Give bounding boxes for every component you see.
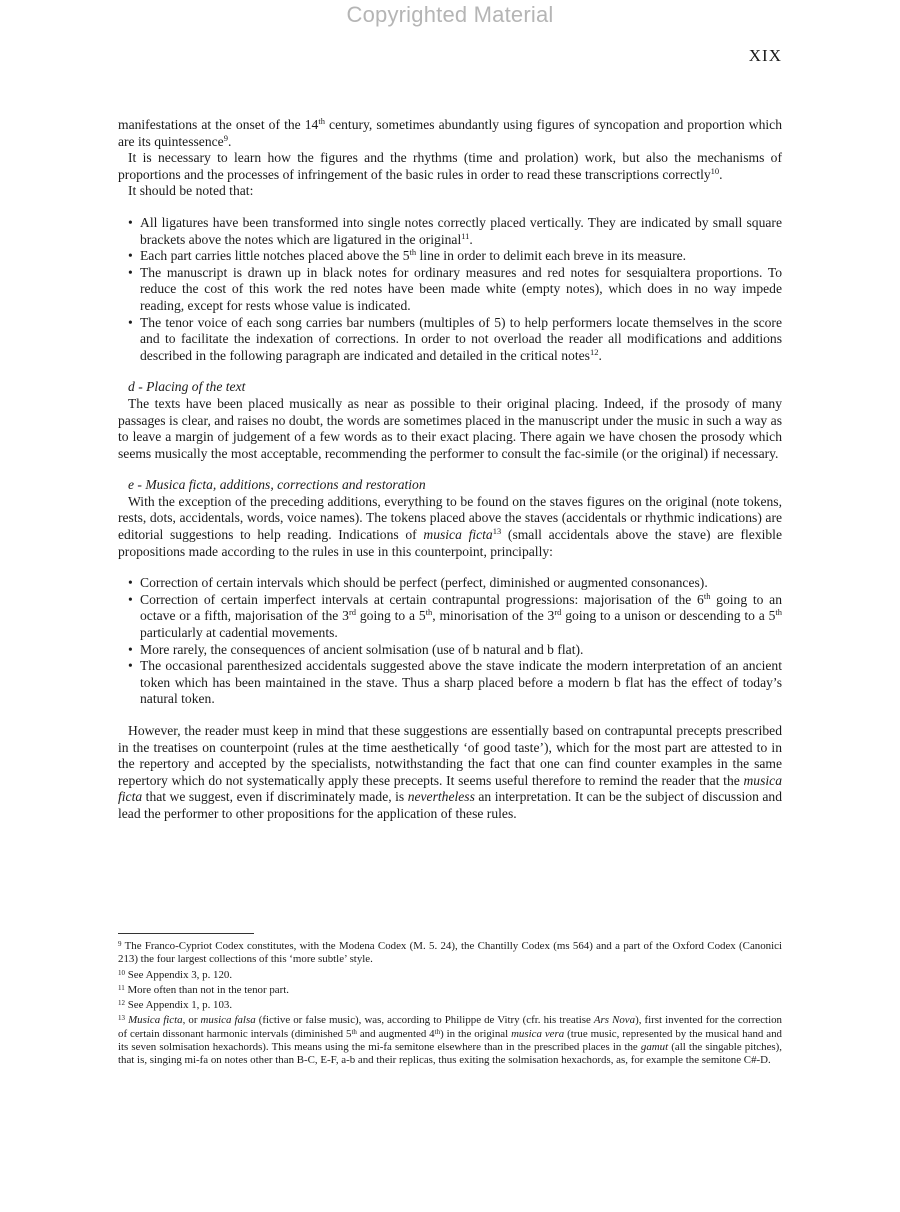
footnote-9: $^9$ The Franco-Cypriot Codex constitutes, with the Modena Codex (M. 5. 24), the Chantilly Codex (ms 564) and a part of the Oxford Codex (Canonici 213) the four largest collections of this ‘more subtle’ style. xyxy=(118,940,782,966)
footnote-10: $^{10}$ See Appendix 3, p. 120. xyxy=(118,968,233,981)
main-text xyxy=(118,117,782,823)
footnote-ref-13[interactable]: 13 xyxy=(492,526,502,537)
copyright-watermark: Copyrighted Material xyxy=(346,2,554,27)
list-item: • Correction of certain imperfect intervals at certain contrapuntal progressions: majorisation of the 6th going to an octave or a fifth, majorisation of the 3rd going to a 5th, minorisation of the 3rd going to a unison or descending to a 5th particularly at cadential movements. xyxy=(118,592,782,642)
notation-notes-list xyxy=(118,215,782,364)
paragraph-learn: It is necessary to learn how the figures and the rhythms (time and prolation) work, but also the mechanisms of proportions and the processes of infringement of the basic rules in order to read these transcriptions correctly$^{10}$. xyxy=(118,150,782,182)
paragraph-placing-text: The texts have been placed musically as near as possible to their original placing. Indeed, if the prosody of many passages is clear, and raises no doubt, the words are sometimes placed in the manuscript under the music in such a way as to leave a margin of judgement of a few words as to their exact placing. There again we have chosen the prosody which seems musically the most acceptable, recommending the performer to consult the fac-simile (or the original) if necessary. xyxy=(118,395,782,461)
footnote-ref-9[interactable]: 9 xyxy=(223,132,228,143)
list-item: • The manuscript is drawn up in black notes for ordinary measures and red notes for sesquialtera proportions. To reduce the cost of this work the red notes have been made white (empty notes), which does in no way impede reading, except for rests whose value is indicated. xyxy=(118,265,782,315)
page-number: XIX xyxy=(748,46,782,65)
list-item: • The occasional parenthesized accidentals suggested above the stave indicate the modern interpretation of an ancient token which has been maintained in the stave. Thus a sharp placed before a modern b flat has the effect of today’s natural token. xyxy=(118,658,782,708)
footnote-ref-11[interactable]: 11 xyxy=(461,230,470,241)
list-item: • The tenor voice of each song carries bar numbers (multiples of 5) to help performers locate themselves in the score and to facilitate the indexation of corrections. In order to not overload the reader all modifications and additions described in the following paragraph are indicated and detailed in the critical notes$^{12}$. xyxy=(118,315,782,365)
list-item: • More rarely, the consequences of ancient solmisation (use of b natural and b flat). xyxy=(118,642,782,659)
footnote-ref-10[interactable]: 10 xyxy=(710,165,720,176)
corrections-list xyxy=(118,575,782,708)
paragraph-noted: It should be noted that: xyxy=(128,183,254,199)
footnotes xyxy=(118,940,782,1070)
paragraph-intro: manifestations at the onset of the 14th century, sometimes abundantly using figures of syncopation and proportion which are its quintessence$^9$. xyxy=(118,116,782,149)
list-item: • Correction of certain intervals which should be perfect (perfect, diminished or augmented consonances). xyxy=(118,575,782,592)
paragraph-however: However, the reader must keep in mind that these suggestions are essentially based on contrapuntal precepts prescribed in the treatises on counterpoint (rules at the time aesthetically ‘of good taste’), which for the most part are attested to in the repertory and accepted by the specialists, notwithstanding the fact that one can find counter examples in the same repertory which do not systematically apply these precepts. It seems useful therefore to remind the reader that the musica ficta that we suggest, even if discriminately made, is nevertheless an interpretation. It can be the subject of discussion and lead the performer to other propositions for the application of these rules. xyxy=(118,723,782,821)
list-item: • All ligatures have been transformed into single notes correctly placed vertically. They are indicated by small square brackets above the notes which are ligatured in the original$^{11}$. xyxy=(118,215,782,248)
footnote-11: $^{11}$ More often than not in the tenor part. xyxy=(118,983,289,996)
section-heading-d: d - Placing of the text xyxy=(128,379,246,395)
section-heading-e: e - Musica ficta, additions, corrections and restoration xyxy=(128,477,426,493)
footnote-13: $^{13}$ Musica ficta, or musica falsa (fictive or false music), was, according to Philippe de Vitry (cfr. his treatise Ars Nova), first invented for the correction of certain dissonant harmonic intervals (diminished 5th and augmented 4th) in the original musica vera (true music, represented by the musical hand and its seven solmisation hexachords). This means using the mi-fa semitone elsewhere than in the prescribed places in the gamut (all the singable pitches), that is, singing mi-fa on notes other than B-C, E-F, a-b and their replicas, thus exiting the solmisation hexachords, as, for example the semitone C#-D. xyxy=(118,1014,783,1067)
footnote-divider xyxy=(118,933,254,934)
footnote-12: $^{12}$ See Appendix 1, p. 103. xyxy=(118,999,233,1012)
paragraph-musica-ficta: With the exception of the preceding additions, everything to be found on the staves figures on the original (note tokens, rests, dots, accidentals, words, voice names). The tokens placed above the staves (accidentals or rhythmic indications) are editorial suggestions to help reading. Indications of musica ficta$^{13}$ (small accidentals above the stave) are flexible propositions made according to the rules in use in this counterpoint, principally: xyxy=(118,493,782,559)
list-item: • Each part carries little notches placed above the 5th line in order to delimit each breve in its measure. xyxy=(118,248,782,265)
footnote-ref-12[interactable]: 12 xyxy=(589,346,599,357)
